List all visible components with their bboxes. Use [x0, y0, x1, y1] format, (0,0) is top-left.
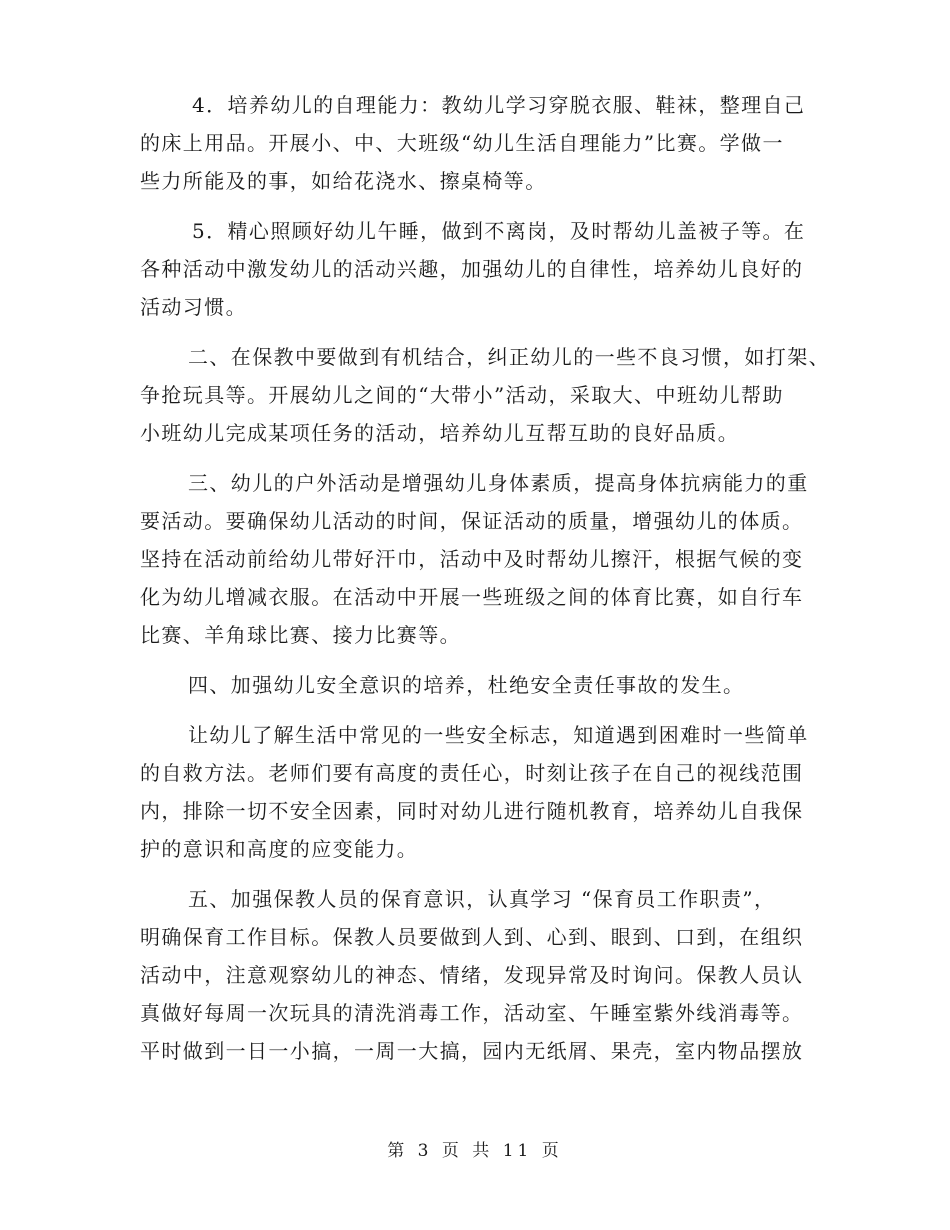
text-line: 平时做到一日一小搞，一周一大搞，园内无纸屑、果壳，室内物品摆放	[140, 1039, 804, 1063]
paragraph-section-2	[140, 338, 830, 452]
page-number-footer: 第 3 页 共 11 页	[387, 1141, 563, 1161]
text-line: 的自救方法。老师们要有高度的责任心，时刻让孩子在自己的视线范围	[140, 761, 804, 785]
paragraph-section-4-body	[140, 716, 825, 868]
text-line: 坚持在活动前给幼儿带好汗巾，活动中及时帮幼儿擦汗，根据气候的变	[140, 547, 804, 571]
text-line: 二、在保教中要做到有机结合，纠正幼儿的一些不良习惯，如打架、	[188, 345, 830, 369]
paragraph-section-5	[140, 880, 825, 1070]
text-line: 小班幼儿完成某项任务的活动，培养幼儿互帮互助的良好品质。	[140, 421, 740, 445]
text-line: 5．精心照顾好幼儿午睡，做到不离岗，及时帮幼儿盖被子等。在	[192, 219, 806, 243]
text-line: 明确保育工作目标。保教人员要做到人到、心到、眼到、口到，在组织	[140, 925, 804, 949]
text-line: 让幼儿了解生活中常见的一些安全标志，知道遇到困难时一些简单	[188, 723, 809, 747]
text-line: 化为幼儿增减衣服。在活动中开展一些班级之间的体育比赛，如自行车	[140, 585, 804, 609]
text-line: 四、加强幼儿安全意识的培养，杜绝安全责任事故的发生。	[188, 673, 745, 697]
text-line: 的床上用品。开展小、中、大班级“幼儿生活自理能力”比赛。学做一	[140, 131, 784, 155]
paragraph-item-5	[140, 212, 825, 326]
text-line: 各种活动中激发幼儿的活动兴趣，加强幼儿的自律性，培养幼儿良好的	[140, 257, 804, 281]
document-body	[140, 86, 830, 1070]
text-line: 比赛、羊角球比赛、接力比赛等。	[140, 623, 461, 647]
text-line: 真做好每周一次玩具的清洗消毒工作，活动室、午睡室紫外线消毒等。	[140, 1001, 804, 1025]
text-line: 内，排除一切不安全因素，同时对幼儿进行随机教育，培养幼儿自我保	[140, 799, 804, 823]
text-line: 三、幼儿的户外活动是增强幼儿身体素质，提高身体抗病能力的重	[188, 471, 809, 495]
text-line: 要活动。要确保幼儿活动的时间，保证活动的质量，增强幼儿的体质。	[140, 509, 804, 533]
text-line: 活动中，注意观察幼儿的神态、情绪，发现异常及时询问。保教人员认	[140, 963, 804, 987]
paragraph-section-3	[140, 464, 825, 654]
text-line: 五、加强保教人员的保育意识，认真学习 “保育员工作职责”，	[188, 887, 776, 911]
text-line: 护的意识和高度的应变能力。	[140, 837, 419, 861]
paragraph-item-4	[140, 86, 825, 200]
paragraph-section-4-title	[140, 666, 825, 704]
text-line: 些力所能及的事，如给花浇水、擦桌椅等。	[140, 169, 547, 193]
text-line: 活动习惯。	[140, 295, 247, 319]
text-line: 4．培养幼儿的自理能力：教幼儿学习穿脱衣服、鞋袜，整理自己	[192, 93, 806, 117]
text-line: 争抢玩具等。开展幼儿之间的“大带小”活动，采取大、中班幼儿帮助	[140, 383, 784, 407]
